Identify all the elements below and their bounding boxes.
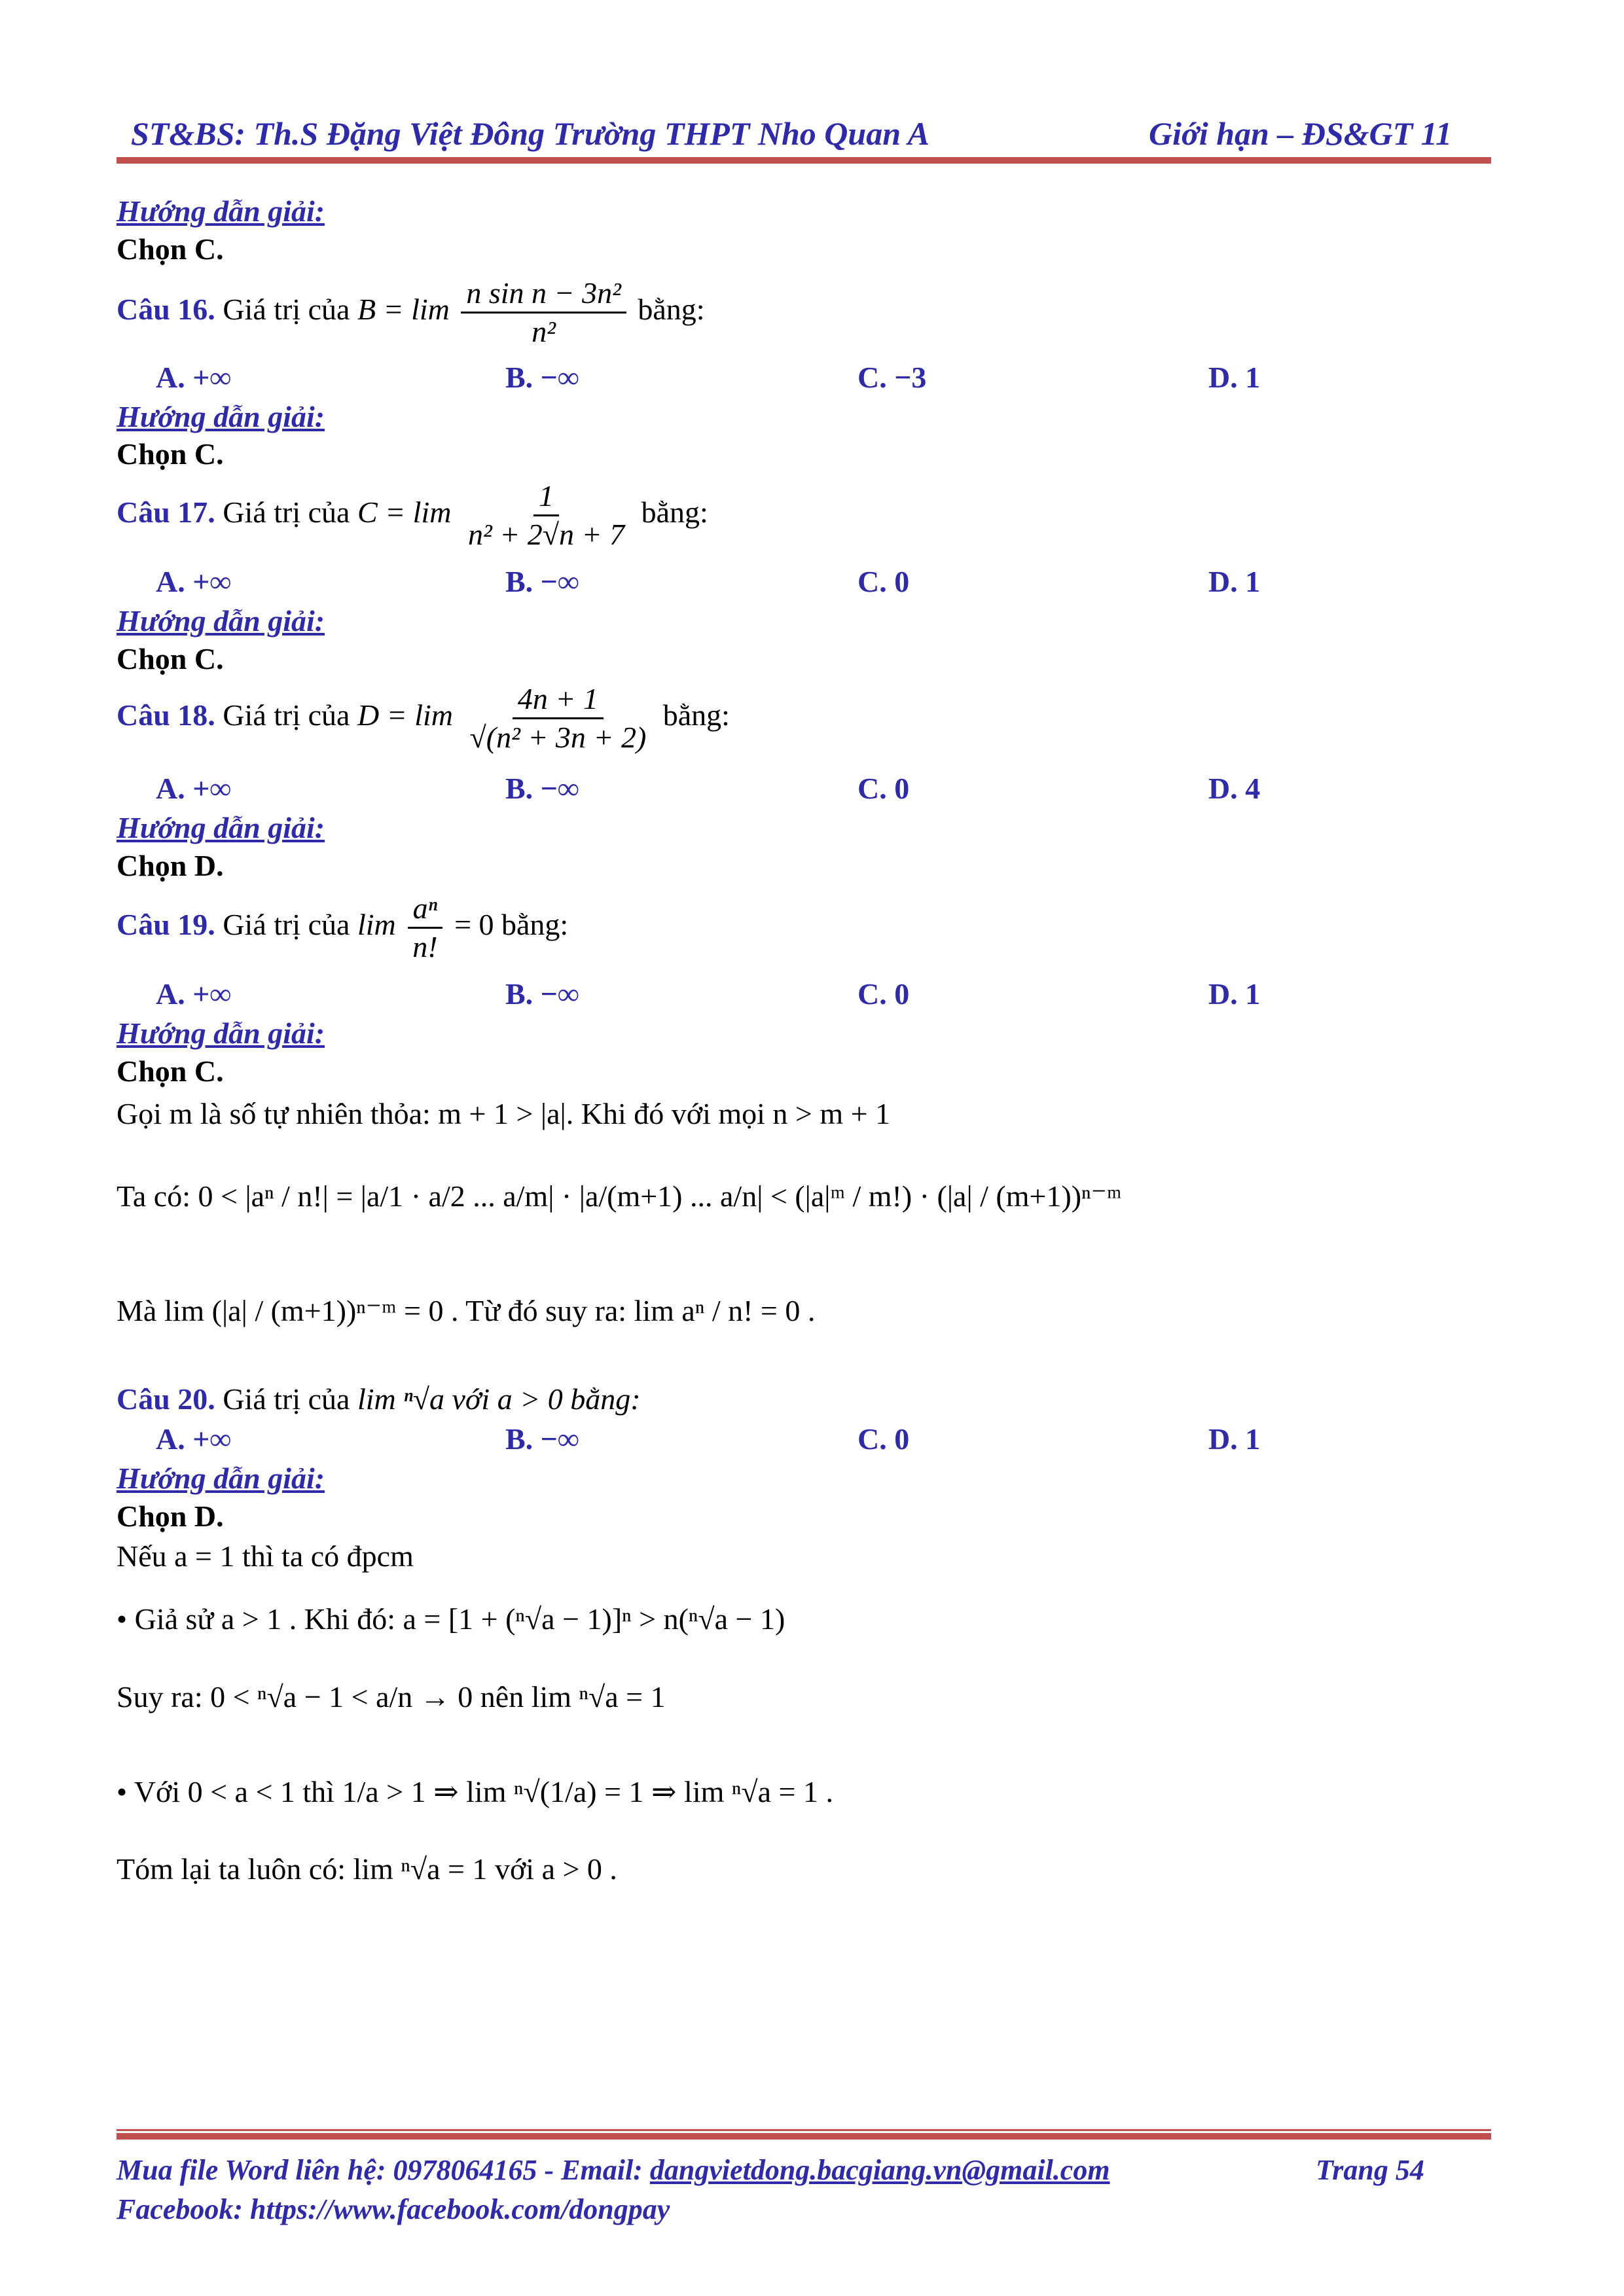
option-c: C. 0 — [857, 1422, 910, 1456]
formula-fraction — [465, 681, 652, 756]
option-c: C. −3 — [857, 361, 927, 394]
formula-lhs: lim — [357, 908, 396, 942]
option-c: C. 0 — [857, 565, 910, 598]
option-c: C. 0 — [857, 772, 910, 805]
formula-lhs: B = lim — [357, 293, 450, 327]
option-d: D. 1 — [1208, 361, 1261, 394]
denominator: n² — [532, 315, 556, 348]
footer-contact: Mua file Word liên hệ: 0978064165 - Email: dangvietdong.bacgiang.vn@gmail.com — [117, 2154, 1110, 2186]
formula-lhs: C = lim — [357, 495, 452, 529]
footer-email-link[interactable]: dangvietdong.bacgiang.vn@gmail.com — [649, 2154, 1110, 2186]
question-lead: Giá trị của — [223, 698, 350, 732]
guide-label: Hướng dẫn giải: — [117, 194, 325, 228]
denominator: n! — [412, 930, 438, 963]
option-a: A. +∞ — [156, 772, 232, 805]
header-left: ST&BS: Th.S Đặng Việt Đông Trường THPT Nho Quan A — [131, 115, 929, 152]
footer-rule — [117, 2133, 1491, 2140]
solution-line: Mà lim (|a| / (m+1))ⁿ⁻ᵐ = 0 . Từ đó suy ra: lim aⁿ / n! = 0 . — [117, 1294, 816, 1327]
question-lead: Giá trị của — [223, 908, 350, 942]
option-b: B. −∞ — [505, 977, 579, 1011]
guide-label: Hướng dẫn giải: — [117, 1016, 325, 1050]
option-d: D. 4 — [1208, 772, 1261, 805]
guide-label: Hướng dẫn giải: — [117, 1462, 325, 1495]
option-b: B. −∞ — [505, 1422, 579, 1456]
question-number: Câu 16. — [117, 293, 215, 327]
question-16 — [117, 275, 705, 350]
solution-line: Tóm lại ta luôn có: lim ⁿ√a = 1 với a > 0 . — [117, 1852, 617, 1886]
option-b: B. −∞ — [505, 361, 579, 394]
denominator: n² + 2√n + 7 — [467, 518, 625, 551]
question-number: Câu 17. — [117, 495, 215, 529]
header-rule — [117, 157, 1491, 164]
solution-line: Ta có: 0 < |aⁿ / n!| = |a/1 · a/2 ... a/m| · |a/(m+1) ... a/n| < (|a|ᵐ / m!) · (|a| / (m+1))ⁿ⁻ᵐ — [117, 1179, 1122, 1213]
option-a: A. +∞ — [156, 1422, 232, 1456]
answer-choice: Chọn C. — [117, 437, 224, 471]
option-d: D. 1 — [1208, 977, 1261, 1011]
question-18 — [117, 681, 730, 756]
option-a: A. +∞ — [156, 565, 232, 598]
answer-choice: Chọn D. — [117, 1499, 224, 1533]
answer-choice: Chọn C. — [117, 1054, 224, 1088]
footer-rule-thin — [117, 2129, 1491, 2131]
solution-line: • Với 0 < a < 1 thì 1/a > 1 ⇒ lim ⁿ√(1/a) = 1 ⇒ lim ⁿ√a = 1 . — [117, 1775, 833, 1808]
formula-expression: lim ⁿ√a với a > 0 bằng: — [357, 1382, 641, 1416]
solution-line: Gọi m là số tự nhiên thỏa: m + 1 > |a|. Khi đó với mọi n > m + 1 — [117, 1097, 891, 1130]
question-tail: = 0 bằng: — [454, 908, 569, 942]
question-number: Câu 20. — [117, 1382, 215, 1416]
numerator: 4n + 1 — [513, 681, 604, 719]
guide-label: Hướng dẫn giải: — [117, 400, 325, 433]
guide-label: Hướng dẫn giải: — [117, 811, 325, 844]
question-number: Câu 19. — [117, 908, 215, 942]
question-tail: bằng: — [641, 495, 708, 529]
question-lead: Giá trị của — [223, 293, 350, 327]
solution-line: Nếu a = 1 thì ta có đpcm — [117, 1539, 414, 1573]
option-a: A. +∞ — [156, 361, 232, 394]
solution-line: Suy ra: 0 < ⁿ√a − 1 < a/n → 0 nên lim ⁿ√a = 1 — [117, 1680, 666, 1713]
formula-lhs: D = lim — [357, 698, 453, 732]
header-right: Giới hạn – ĐS&GT 11 — [1149, 115, 1453, 152]
numerator: aⁿ — [408, 890, 443, 929]
numerator: n sin n − 3n² — [461, 275, 626, 314]
option-d: D. 1 — [1208, 565, 1261, 598]
question-17 — [117, 478, 708, 553]
question-lead: Giá trị của — [223, 1382, 350, 1416]
option-d: D. 1 — [1208, 1422, 1261, 1456]
answer-choice: Chọn C. — [117, 642, 224, 675]
answer-choice: Chọn D. — [117, 849, 224, 882]
denominator: √(n² + 3n + 2) — [469, 721, 647, 754]
solution-line: • Giả sử a > 1 . Khi đó: a = [1 + (ⁿ√a − 1)]ⁿ > n(ⁿ√a − 1) — [117, 1602, 785, 1636]
option-a: A. +∞ — [156, 977, 232, 1011]
question-19 — [117, 890, 568, 965]
formula-fraction — [463, 478, 630, 553]
option-b: B. −∞ — [505, 565, 579, 598]
formula-fraction — [461, 275, 626, 350]
footer-facebook[interactable]: Facebook: https://www.facebook.com/dongpay — [117, 2193, 670, 2225]
numerator: 1 — [533, 478, 559, 516]
question-20 — [117, 1381, 641, 1418]
question-tail: bằng: — [662, 698, 730, 732]
formula-fraction — [407, 890, 442, 965]
page-number: Trang 54 — [1316, 2154, 1424, 2186]
question-lead: Giá trị của — [223, 495, 350, 529]
question-number: Câu 18. — [117, 698, 215, 732]
option-b: B. −∞ — [505, 772, 579, 805]
answer-choice: Chọn C. — [117, 232, 224, 266]
question-tail: bằng: — [638, 293, 705, 327]
option-c: C. 0 — [857, 977, 910, 1011]
guide-label: Hướng dẫn giải: — [117, 604, 325, 637]
